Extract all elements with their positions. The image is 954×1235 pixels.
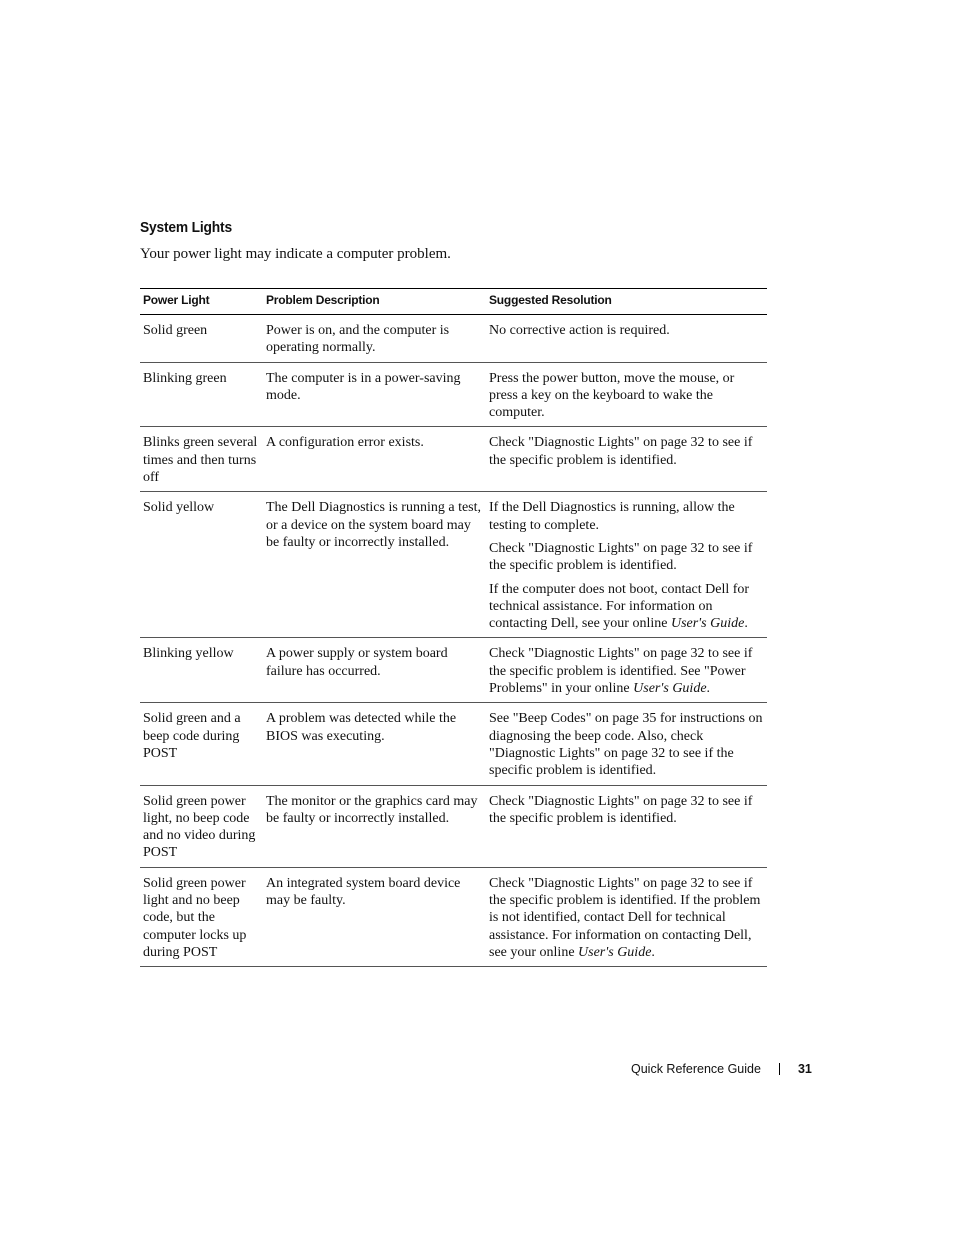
problem-cell: Power is on, and the computer is operating normally. <box>263 315 486 363</box>
table-row <box>140 638 767 703</box>
table-row <box>140 362 767 427</box>
problem-cell: A configuration error exists. <box>263 427 486 492</box>
problem-cell: The monitor or the graphics card may be faulty or incorrectly installed. <box>263 785 486 867</box>
power-light-cell: Blinks green several times and then turns off <box>140 427 263 492</box>
problem-cell: A power supply or system board failure has occurred. <box>263 638 486 703</box>
table-header-row <box>140 289 767 315</box>
resolution-text: Check "Diagnostic Lights" on page 32 to see if the specific problem is identified. If the problem is not identified, contact Dell for technical assistance. For information on contacting Dell, see your online User's Guide. <box>489 875 761 960</box>
table-row <box>140 703 767 785</box>
table-row <box>140 492 767 638</box>
resolution-text: Check "Diagnostic Lights" on page 32 to see if the specific problem is identified. <box>489 540 753 574</box>
resolution-cell <box>486 785 767 867</box>
page-number: 31 <box>797 1062 812 1076</box>
resolution-text: If the computer does not boot, contact Dell for technical assistance. For information on contacting Dell, see your online User's Guide. <box>489 581 750 632</box>
table-row <box>140 867 767 966</box>
table-row <box>140 315 767 363</box>
resolution-cell <box>486 362 767 427</box>
resolution-cell <box>486 492 767 638</box>
power-light-cell: Solid green power light and no beep code, but the computer locks up during POST <box>140 867 263 966</box>
footer-guide-title: Quick Reference Guide <box>631 1062 761 1076</box>
resolution-text: Press the power button, move the mouse, or press a key on the keyboard to wake the computer. <box>489 370 735 421</box>
section-title: System Lights <box>140 219 232 236</box>
problem-cell: The computer is in a power-saving mode. <box>263 362 486 427</box>
users-guide-reference: User's Guide <box>633 681 707 697</box>
table-row <box>140 785 767 867</box>
users-guide-reference: User's Guide <box>670 616 745 632</box>
footer-separator <box>779 1063 780 1075</box>
resolution-cell <box>486 427 767 492</box>
power-light-cell: Blinking yellow <box>140 638 263 703</box>
resolution-text: If the Dell Diagnostics is running, allow the testing to complete. <box>489 500 735 533</box>
resolution-cell <box>486 703 767 785</box>
header-power-light: Power Light <box>140 289 263 315</box>
users-guide-reference: User's Guide <box>578 944 652 960</box>
resolution-text: See "Beep Codes" on page 35 for instructions on diagnosing the beep code. Also, check "Diagnostic Lights" on page 32 to see if the specific problem is identified. <box>489 711 763 779</box>
header-suggested-resolution: Suggested Resolution <box>486 289 767 315</box>
power-light-cell: Solid green and a beep code during POST <box>140 703 263 785</box>
resolution-cell <box>486 867 767 966</box>
page-footer <box>631 1062 812 1076</box>
header-problem-description: Problem Description <box>263 289 486 315</box>
resolution-text: Check "Diagnostic Lights" on page 32 to see if the specific problem is identified. See "Power Problems" in your online User's Guide. <box>489 646 753 697</box>
resolution-cell <box>486 638 767 703</box>
problem-cell: An integrated system board device may be faulty. <box>263 867 486 966</box>
power-light-cell: Solid yellow <box>140 492 263 638</box>
resolution-text: Check "Diagnostic Lights" on page 32 to see if the specific problem is identified. <box>489 793 753 826</box>
resolution-text: No corrective action is required. <box>489 323 670 338</box>
resolution-text: Check "Diagnostic Lights" on page 32 to see if the specific problem is identified. <box>489 435 753 468</box>
problem-cell: A problem was detected while the BIOS was executing. <box>263 703 486 785</box>
section-intro: Your power light may indicate a computer problem. <box>140 246 451 262</box>
table-row <box>140 427 767 492</box>
problem-cell: The Dell Diagnostics is running a test, or a device on the system board may be faulty or incorrectly installed. <box>263 492 486 638</box>
power-light-cell: Solid green power light, no beep code and no video during POST <box>140 785 263 867</box>
system-lights-table <box>140 288 767 967</box>
power-light-cell: Blinking green <box>140 362 263 427</box>
resolution-cell <box>486 315 767 363</box>
power-light-cell: Solid green <box>140 315 263 363</box>
